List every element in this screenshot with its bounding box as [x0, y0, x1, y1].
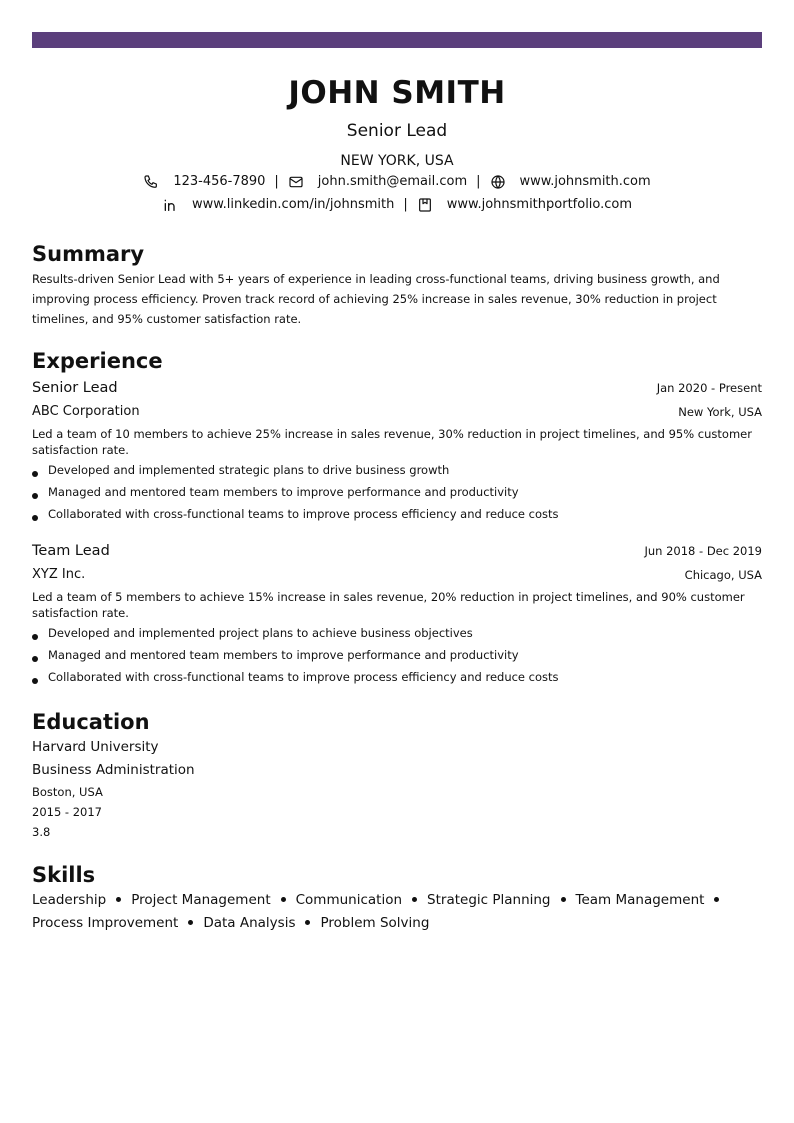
bullet-icon: [305, 920, 310, 925]
globe-icon: [490, 174, 506, 190]
skill-item: Team Management: [575, 892, 705, 908]
job-company: XYZ Inc.: [32, 567, 86, 582]
bullet-icon: [32, 634, 38, 640]
contact-row-primary: [0, 174, 794, 190]
phone-text: 123-456-7890: [173, 174, 266, 189]
job-description: Led a team of 5 members to achieve 15% increase in sales revenue, 20% reduction in project timelines, and 90% customer satisfaction rate.: [32, 590, 745, 620]
bullet-icon: [561, 897, 566, 902]
linkedin-icon: [162, 197, 178, 213]
job-title: Team Lead: [32, 543, 110, 559]
bullet-text: Developed and implemented project plans to achieve business objectives: [48, 626, 473, 640]
phone-icon: [143, 174, 159, 190]
skill-item: Strategic Planning: [427, 892, 551, 908]
skill-item: Communication: [295, 892, 403, 908]
linkedin-text: www.linkedin.com/in/johnsmith: [191, 197, 395, 212]
candidate-name: JOHN SMITH: [288, 75, 506, 111]
bullet-icon: [32, 471, 38, 477]
linkedin-contact[interactable]: [162, 197, 394, 213]
job-location: Chicago, USA: [684, 568, 762, 582]
bullet-icon: [188, 920, 193, 925]
bullet-text: Managed and mentored team members to improve performance and productivity: [48, 648, 519, 662]
list-item: [32, 484, 762, 500]
education-degree: Business Administration: [32, 762, 195, 778]
email-contact[interactable]: [288, 174, 467, 190]
summary-heading: Summary: [32, 242, 145, 266]
accent-bar: [32, 32, 762, 48]
bullet-icon: [32, 515, 38, 521]
bullet-text: Managed and mentored team members to improve performance and productivity: [48, 485, 519, 499]
education-school: Harvard University: [32, 739, 159, 755]
list-item: [32, 462, 762, 478]
bullet-text: Collaborated with cross-functional teams to improve process efficiency and reduce costs: [48, 507, 559, 521]
job-company: ABC Corporation: [32, 404, 140, 419]
separator: |: [403, 197, 408, 212]
list-item: [32, 669, 762, 685]
education-gpa: 3.8: [32, 825, 51, 839]
job-description: Led a team of 10 members to achieve 25% increase in sales revenue, 30% reduction in project timelines, and 95% customer satisfaction rate.: [32, 427, 752, 457]
bullet-icon: [32, 678, 38, 684]
portfolio-text: www.johnsmithportfolio.com: [446, 197, 633, 212]
skill-item: Problem Solving: [320, 915, 430, 931]
skill-item: Data Analysis: [203, 915, 296, 931]
bullet-icon: [116, 897, 121, 902]
website-text: www.johnsmith.com: [519, 174, 651, 189]
experience-heading: Experience: [32, 349, 163, 373]
skills-heading: Skills: [32, 863, 96, 887]
phone-contact[interactable]: [143, 174, 265, 190]
bullet-text: Developed and implemented strategic plans to drive business growth: [48, 463, 450, 477]
skill-item: Project Management: [131, 892, 271, 908]
bullet-text: Collaborated with cross-functional teams to improve process efficiency and reduce costs: [48, 670, 559, 684]
portfolio-contact[interactable]: [417, 197, 632, 213]
job-dates: Jan 2020 - Present: [656, 381, 762, 395]
website-contact[interactable]: [490, 174, 651, 190]
skills-row-1: [32, 891, 729, 909]
bullet-icon: [412, 897, 417, 902]
skill-item: Leadership: [32, 892, 107, 908]
portfolio-icon: [417, 197, 433, 213]
email-text: john.smith@email.com: [317, 174, 468, 189]
education-heading: Education: [32, 710, 150, 734]
bullet-icon: [32, 493, 38, 499]
bullet-icon: [32, 656, 38, 662]
candidate-title: Senior Lead: [346, 121, 448, 141]
job-title: Senior Lead: [32, 380, 118, 396]
job-dates: Jun 2018 - Dec 2019: [644, 544, 762, 558]
education-years: 2015 - 2017: [32, 805, 102, 819]
list-item: [32, 506, 762, 522]
list-item: [32, 647, 762, 663]
separator: |: [274, 174, 279, 189]
bullet-icon: [281, 897, 286, 902]
skills-row-2: [32, 914, 429, 932]
separator: |: [476, 174, 481, 189]
education-location: Boston, USA: [32, 785, 103, 799]
candidate-location: NEW YORK, USA: [340, 153, 454, 169]
bullet-icon: [714, 897, 719, 902]
job-location: New York, USA: [678, 405, 762, 419]
summary-text: Results-driven Senior Lead with 5+ years of experience in leading cross-functional teams, driving business growth, and improving process efficiency. Proven track record of achieving 25% increase in sales revenue, 30% reduction in project timelines, and 95% customer satisfaction rate.: [32, 272, 720, 326]
contact-row-secondary: [0, 197, 794, 213]
list-item: [32, 625, 762, 641]
skill-item: Process Improvement: [32, 915, 179, 931]
email-icon: [288, 174, 304, 190]
